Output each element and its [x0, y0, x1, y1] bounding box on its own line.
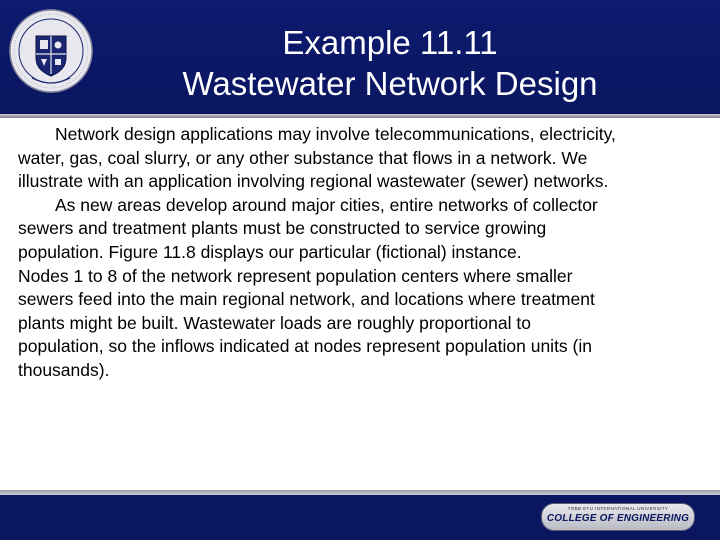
- body-line: Nodes 1 to 8 of the network represent population centers where smaller: [18, 265, 573, 286]
- university-seal-icon: [8, 8, 94, 94]
- title-line-1: Example 11.11: [282, 24, 498, 61]
- slide-title: [110, 22, 670, 104]
- badge-university-text: TOBB ETU INTERNATIONAL UNIVERSITY: [567, 506, 669, 511]
- body-line: illustrate with an application involving regional wastewater (sewer) networks.: [18, 171, 609, 192]
- body-line: sewers feed into the main regional network, and locations where treatment: [18, 289, 595, 310]
- body-line: As new areas develop around major cities, entire networks of collector: [55, 194, 598, 215]
- body-line: Network design applications may involve telecommunications, electricity,: [55, 124, 616, 144]
- college-logo-badge: [541, 503, 695, 531]
- body-line: water, gas, coal slurry, or any other substance that flows in a network. We: [18, 147, 588, 168]
- slide-body: [18, 123, 708, 383]
- body-line: sewers and treatment plants must be constructed to service growing: [18, 218, 547, 239]
- body-line: thousands).: [18, 359, 110, 380]
- body-line: population. Figure 11.8 displays our particular (fictional) instance.: [18, 241, 522, 262]
- header-divider: [0, 114, 720, 118]
- body-line: plants might be built. Wastewater loads are roughly proportional to: [18, 312, 531, 333]
- title-line-2: Wastewater Network Design: [182, 65, 598, 102]
- badge-college-text: COLLEGE OF ENGINEERING: [546, 513, 690, 524]
- body-line: population, so the inflows indicated at nodes represent population units (in: [18, 336, 592, 357]
- footer-divider: [0, 490, 720, 495]
